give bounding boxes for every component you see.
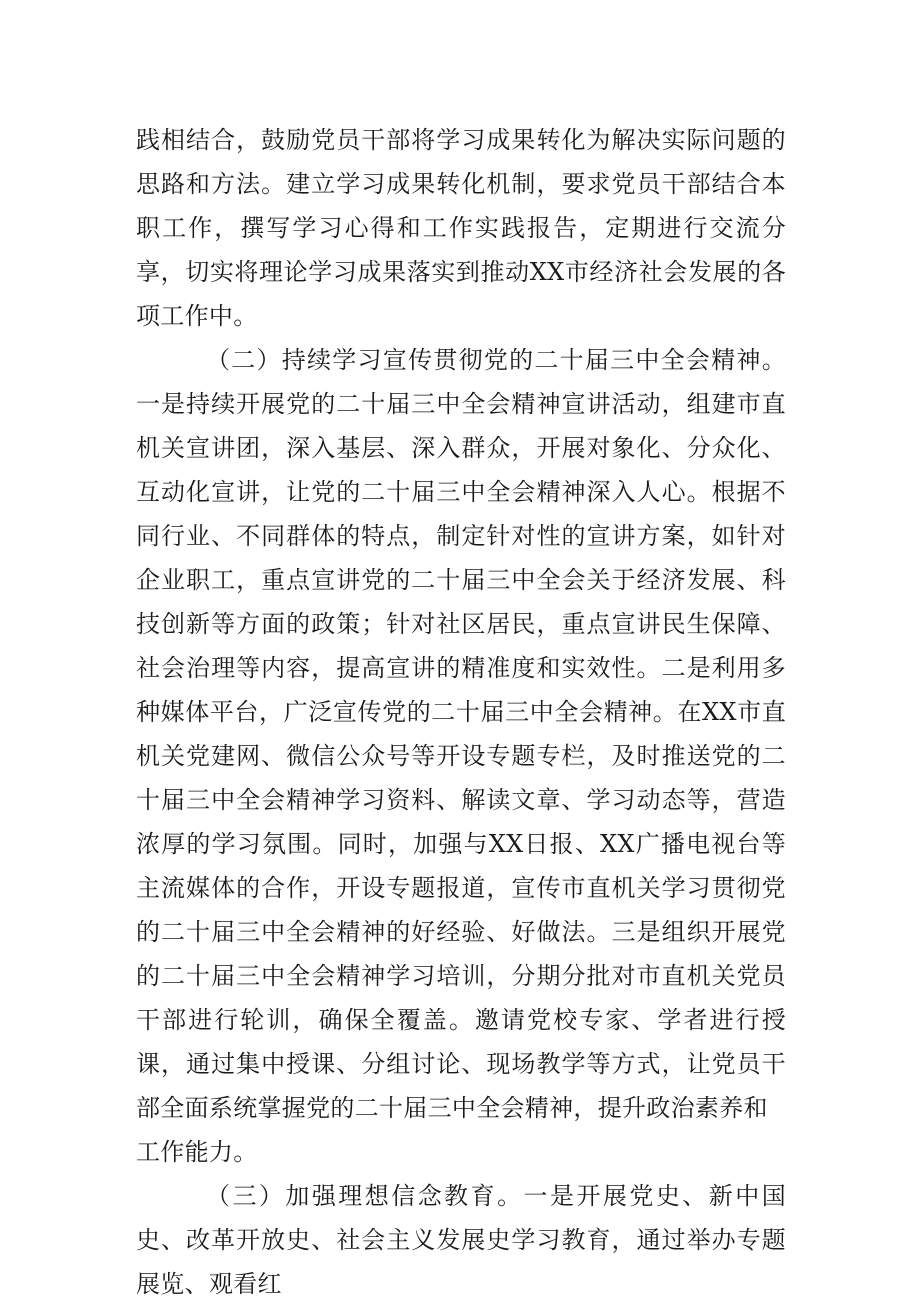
document-body bbox=[136, 118, 786, 1306]
paragraph-section-two-tail: 工作能力。 bbox=[136, 1138, 258, 1166]
paragraph-continuation: 践相结合，鼓励党员干部将学习成果转化为解决实际问题的思路和方法。建立学习成果转化机制，要求党员干部结合本职工作，撰写学习心得和工作实践报告，定期进行交流分享，切实将理论学习成果落实到推动XX市经济社会发展的各项工作中。 bbox=[136, 126, 786, 330]
paragraph-section-two: （二）持续学习宣传贯彻党的二十届三中全会精神。一是持续开展党的二十届三中全会精神宣讲活动，组建市直机关宣讲团，深入基层、深入群众，开展对象化、分众化、互动化宣讲，让党的二十届三中全会精神深入人心。根据不同行业、不同群体的特点，制定针对性的宣讲方案，如针对企业职工，重点宣讲党的二十届三中全会关于经济发展、科技创新等方面的政策；针对社区居民，重点宣讲民生保障、社会治理等内容，提高宣讲的精准度和实效性。二是利用多种媒体平台，广泛宣传党的二十届三中全会精神。在XX市直机关党建网、微信公众号等开设专题专栏，及时推送党的二十届三中全会精神学习资料、解读文章、学习动态等，营造浓厚的学习氛围。同时，加强与XX日报、XX广播电视台等主流媒体的合作，开设专题报道，宣传市直机关学习贯彻党的二十届三中全会精神的好经验、好做法。三是组织开展党的二十届三中全会精神学习培训，分期分批对市直机关党员干部进行轮训，确保全覆盖。邀请党校专家、学者进行授课，通过集中授课、分组讨论、现场教学等方式，让党员干部全面系统掌握党的二十届三中全会精神，提升政治素养和 bbox=[136, 346, 786, 1122]
paragraph-section-three: （三）加强理想信念教育。一是开展党史、新中国史、改革开放史、社会主义发展史学习教育，通过举办专题展览、观看红 bbox=[136, 1182, 786, 1298]
